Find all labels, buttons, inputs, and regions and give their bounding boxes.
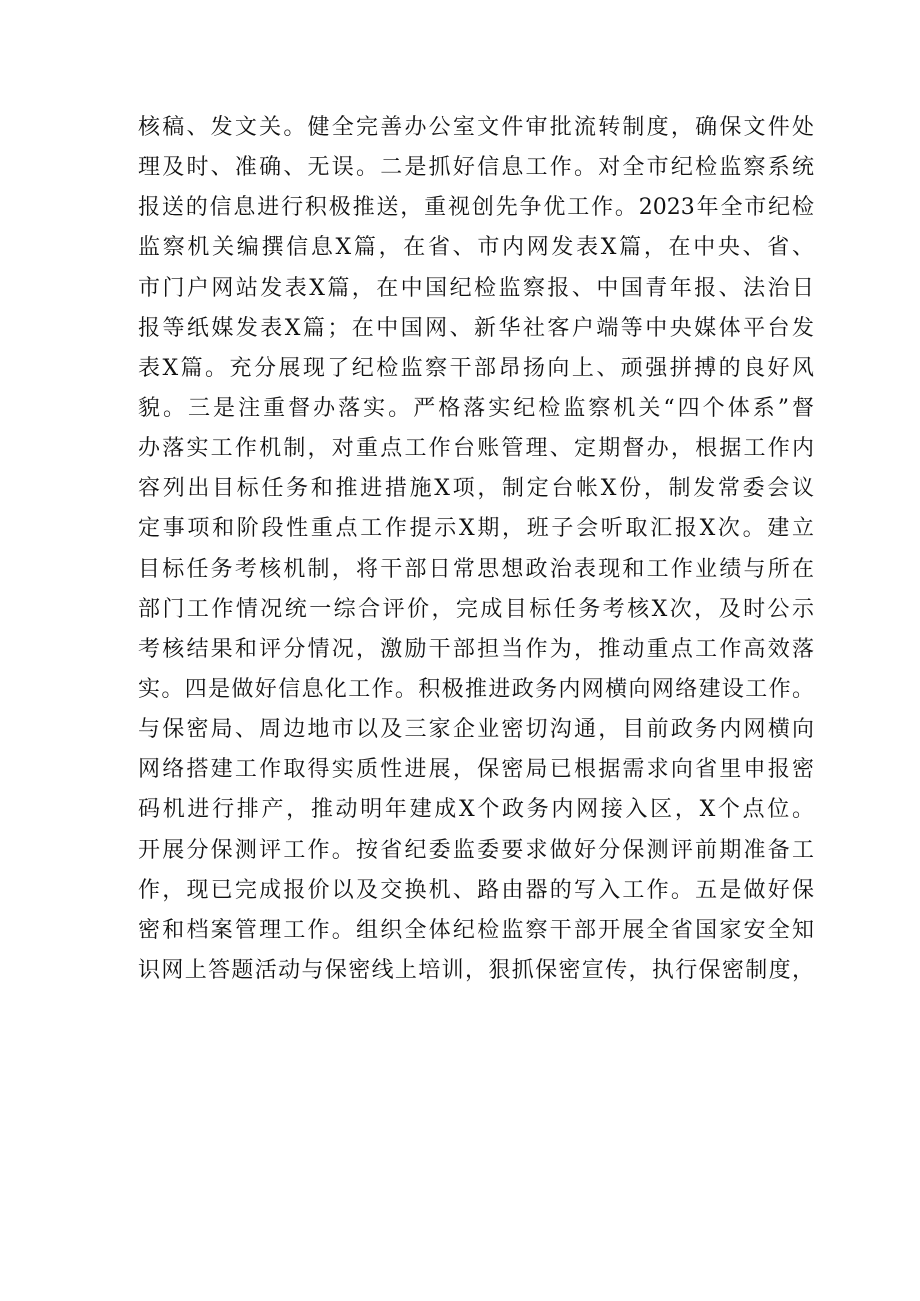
text-line: 办落实工作机制，对重点工作台账管理、定期督办，根据工作内 [138,436,814,462]
text-line: 识网上答题活动与保密线上培训，狠抓保密宣传，执行保密制度， [138,957,814,983]
text-line: 定事项和阶段性重点工作提示X期，班子会听取汇报X次。建立 [138,516,814,542]
text-line: 核稿、发文关。健全完善办公室文件审批流转制度，确保文件处 [138,115,814,140]
text-line: 实。四是做好信息化工作。积极推进政务内网横向网络建设工作。 [138,676,814,702]
text-line: 报等纸媒发表X篇；在中国网、新华社客户端等中央媒体平台发 [138,315,814,341]
text-line: 监察机关编撰信息X篇，在省、市内网发表X篇，在中央、省、 [138,235,814,261]
text-line: 貌。三是注重督办落实。严格落实纪检监察机关“四个体系”督 [138,395,814,421]
text-line: 理及时、准确、无误。二是抓好信息工作。对全市纪检监察系统 [138,155,814,181]
text-line: 作，现已完成报价以及交换机、路由器的写入工作。五是做好保 [138,877,814,903]
text-line: 表X篇。充分展现了纪检监察干部昂扬向上、顽强拼搏的良好风 [138,355,814,381]
text-line: 码机进行排产，推动明年建成X个政务内网接入区，X个点位。 [138,797,814,823]
text-line: 报送的信息进行积极推送，重视创先争优工作。2023年全市纪检 [138,195,814,221]
text-line: 市门户网站发表X篇，在中国纪检监察报、中国青年报、法治日 [138,275,814,301]
text-line: 与保密局、周边地市以及三家企业密切沟通，目前政务内网横向 [138,717,814,743]
text-line: 网络搭建工作取得实质性进展，保密局已根据需求向省里申报密 [138,757,814,783]
text-line: 密和档案管理工作。组织全体纪检监察干部开展全省国家安全知 [138,917,814,943]
text-line: 容列出目标任务和推进措施X项，制定台帐X份，制发常委会议 [138,476,814,502]
text-line: 开展分保测评工作。按省纪委监委要求做好分保测评前期准备工 [138,837,814,863]
body-text [138,108,814,991]
text-line: 目标任务考核机制，将干部日常思想政治表现和工作业绩与所在 [138,556,814,582]
text-line: 考核结果和评分情况，激励干部担当作为，推动重点工作高效落 [138,636,814,662]
text-line: 部门工作情况统一综合评价，完成目标任务考核X次，及时公示 [138,596,814,622]
